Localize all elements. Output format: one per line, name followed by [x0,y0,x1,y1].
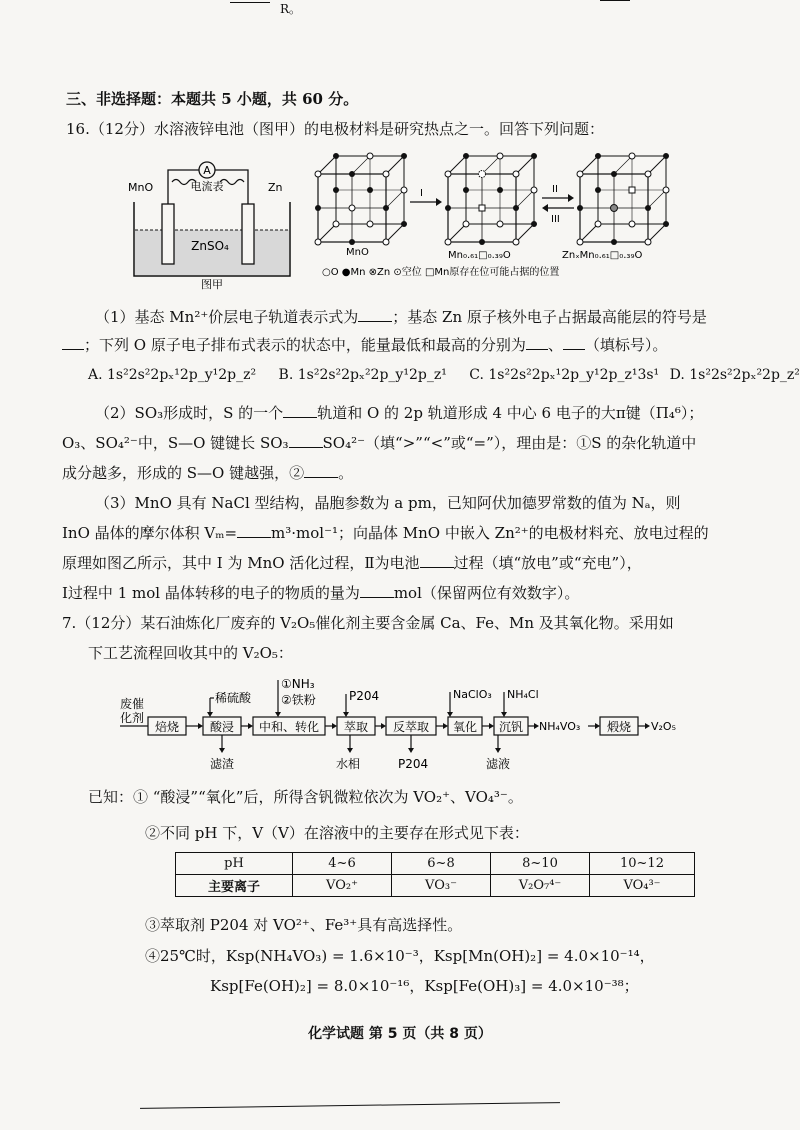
blank-mn-orbital [358,309,392,322]
option-b: B. 1s²2s²2pₓ²2p_y¹2p_z¹ [278,367,447,383]
q17-intro-line1: 7.（12分）某石油炼化厂废弃的 V₂O₅催化剂主要含金属 Ca、Fe、Mn 及其氧化物。采用如 [62,614,674,632]
q16-part3-line2 [62,522,709,543]
reagent-nh3: ①NH₃ [281,677,315,691]
reagent-nh4cl: NH₄Cl [507,688,539,701]
crystal-figure [308,150,678,285]
crystal2-label: Mn₀.₆₁□₀.₃₉O [448,250,511,261]
q16-p1e: （填标号）。 [584,336,668,354]
mno-electrode [162,204,174,264]
blank-s-orbital [283,405,317,418]
out-water-phase: 水相 [336,757,361,771]
q16-part2-line2 [62,432,696,453]
blank-electrons [360,585,394,598]
reagent-p204: P204 [349,689,380,703]
q16-p3g: mol（保留两位有效数字）。 [393,584,580,602]
flow-product: V₂O₅ [651,720,677,733]
blank-bond-compare [289,435,323,448]
ammeter-symbol: A [203,164,211,177]
q16-p1d: 、 [547,336,563,354]
out-p204: P204 [398,757,429,771]
q16-p3e: 过程（填“放电”或“充电”）， [453,554,642,572]
q16-p1a: （1）基态 Mn²⁺价层电子轨道表示式为 [95,308,359,326]
blank-highest [563,337,585,350]
q16-part1-line2 [62,334,667,355]
page-footer: 化学试题 第 5 页（共 8 页） [308,1026,492,1042]
blank-reason [304,465,338,478]
step-calcination-label: 煅烧 [606,720,632,734]
arrow2-bottom-label: III [551,214,560,225]
q17-intro-line2: 下工艺流程回收其中的 V₂O₅： [88,644,293,662]
q16-options [88,367,800,383]
known-3: ③萃取剂 P204 对 VO²⁺、Fe³⁺具有高选择性。 [145,916,463,934]
q16-part3-line4 [62,582,579,603]
q16-p2e: 成分越多，形成的 S—O 键越强，② [62,464,305,482]
crystal-legend: ○O ●Mn ⊗Zn ⊙空位 □Mn原存在位可能占据的位置 [322,267,560,278]
q16-part2-line3 [62,462,353,483]
left-electrode-label: MnO [128,181,154,194]
ph-table-row-ions [176,875,695,897]
q16-part3-line1: （3）MnO 具有 NaCl 型结构，晶胞参数为 a pm，已知阿伏加德罗常数的值为 Nₐ，则 [95,494,681,512]
known-4a: ④25℃时，Ksp(NH₄VO₃) = 1.6×10⁻³，Ksp[Mn(OH)₂] = 4.0×10⁻¹⁴， [145,947,655,965]
step-acid-leach-label: 酸浸 [209,720,235,734]
option-a: A. 1s²2s²2pₓ¹2p_y¹2p_z² [88,367,257,383]
ph-table [175,852,695,897]
reagent-naclo3: NaClO₃ [453,688,492,701]
q16-part2-line1 [95,402,703,423]
out-residue: 滤渣 [210,757,235,771]
q16-intro: 16.（12分）水溶液锌电池（图甲）的电极材料是研究热点之一。回答下列问题： [66,120,604,138]
blank-process [420,555,454,568]
zn-electrode [242,204,254,264]
ph-range-1: 4~6 [293,853,392,875]
q16-part1-line1 [95,306,707,327]
flow-intermediate: NH₄VO₃ [539,720,581,733]
caption-jia: 图甲 [201,278,223,290]
ions-head: 主要离子 [176,875,293,897]
top-rule-right [600,0,630,7]
out-filtrate: 滤液 [486,757,511,771]
top-fragment: R。 [280,2,302,16]
ion-3: V₂O₇⁴⁻ [491,875,590,897]
ph-table-row-ph [176,853,695,875]
q16-p2a: （2）SO₃形成时，S 的一个 [95,404,284,422]
crystal-znmn [577,153,669,245]
crystal3-label: ZnₓMn₀.₆₁□₀.₃₉O [562,250,643,261]
arrow2-top-label: II [552,184,558,195]
ammeter-label: 电流表 [190,180,224,193]
blank-zn-layer [62,337,84,350]
ion-1: VO₂⁺ [293,875,392,897]
ph-range-2: 6~8 [392,853,491,875]
option-d: D. 1s²2s²2pₓ²2p_z² [669,367,800,383]
q16-p3d: 原理如图乙所示，其中 I 为 MnO 活化过程，Ⅱ为电池 [62,554,420,572]
crystal-mno [315,153,407,245]
right-electrode-label: Zn [268,181,283,194]
q16-p3c: m³·mol⁻¹；向晶体 MnO 中嵌入 Zn²⁺的电极材料充、放电过程的 [271,524,709,542]
q16-p2d: SO₄²⁻（填“>”“<”或“=”），理由是：①S 的杂化轨道中 [322,434,697,452]
q16-p2f: 。 [338,464,354,482]
step-back-extraction-label: 反萃取 [392,720,430,734]
blank-lowest [526,337,548,350]
solution-label: ZnSO₄ [191,239,229,253]
ion-4: VO₄³⁻ [590,875,695,897]
section-title: 三、非选择题：本题共 5 小题，共 60 分。 [66,90,359,108]
top-rule [230,2,270,3]
ph-head: pH [176,853,293,875]
known-1: 已知：① “酸浸”“氧化”后，所得含钒微粒依次为 VO₂⁺、VO₄³⁻。 [88,788,523,806]
arrow1-label: I [420,188,423,199]
q16-p1b: ；基态 Zn 原子核外电子占据最高能层的符号是 [392,308,707,326]
q16-part3-line3 [62,552,642,573]
reagent-acid: 稀硫酸 [215,691,252,705]
flow-start-1: 废催 [120,697,145,711]
known-2: ②不同 pH 下，V（Ⅴ）在溶液中的主要存在形式见下表： [145,824,529,842]
q16-p1c: ；下列 O 原子电子排布式表示的状态中，能量最低和最高的分别为 [84,336,526,354]
step-extraction-label: 萃取 [343,720,369,734]
process-flowchart [118,676,688,776]
q16-p2b: 轨道和 O 的 2p 轨道形成 4 中心 6 电子的大π键（Π₄⁶）； [317,404,704,422]
flow-start-2: 化剂 [120,711,145,725]
step-roasting-label: 焙烧 [154,720,180,734]
q16-p2c: O₃、SO₄²⁻中，S—O 键键长 SO₃ [62,434,289,452]
step-oxidation-label: 氧化 [452,720,478,734]
reagent-fe: ②铁粉 [281,693,316,707]
crystal-mn061 [445,153,537,245]
ion-2: VO₃⁻ [392,875,491,897]
battery-figure [120,158,305,290]
option-c: C. 1s²2s²2pₓ¹2p_y¹2p_z¹3s¹ [469,367,660,383]
crystal1-label: MnO [346,247,369,258]
step-neutralize-label: 中和、转化 [258,720,320,734]
step-precipitate-label: 沉钒 [498,720,524,734]
blank-molar-volume [237,525,271,538]
ph-range-3: 8~10 [491,853,590,875]
ph-range-4: 10~12 [590,853,695,875]
known-4b: Ksp[Fe(OH)₂] = 8.0×10⁻¹⁶，Ksp[Fe(OH)₃] = 4.0×10⁻³⁸； [210,977,639,995]
q16-p3f: Ⅰ过程中 1 mol 晶体转移的电子的物质的量为 [62,584,360,602]
q16-p3b: InO 晶体的摩尔体积 Vₘ= [62,524,238,542]
bottom-rule [140,1102,560,1109]
